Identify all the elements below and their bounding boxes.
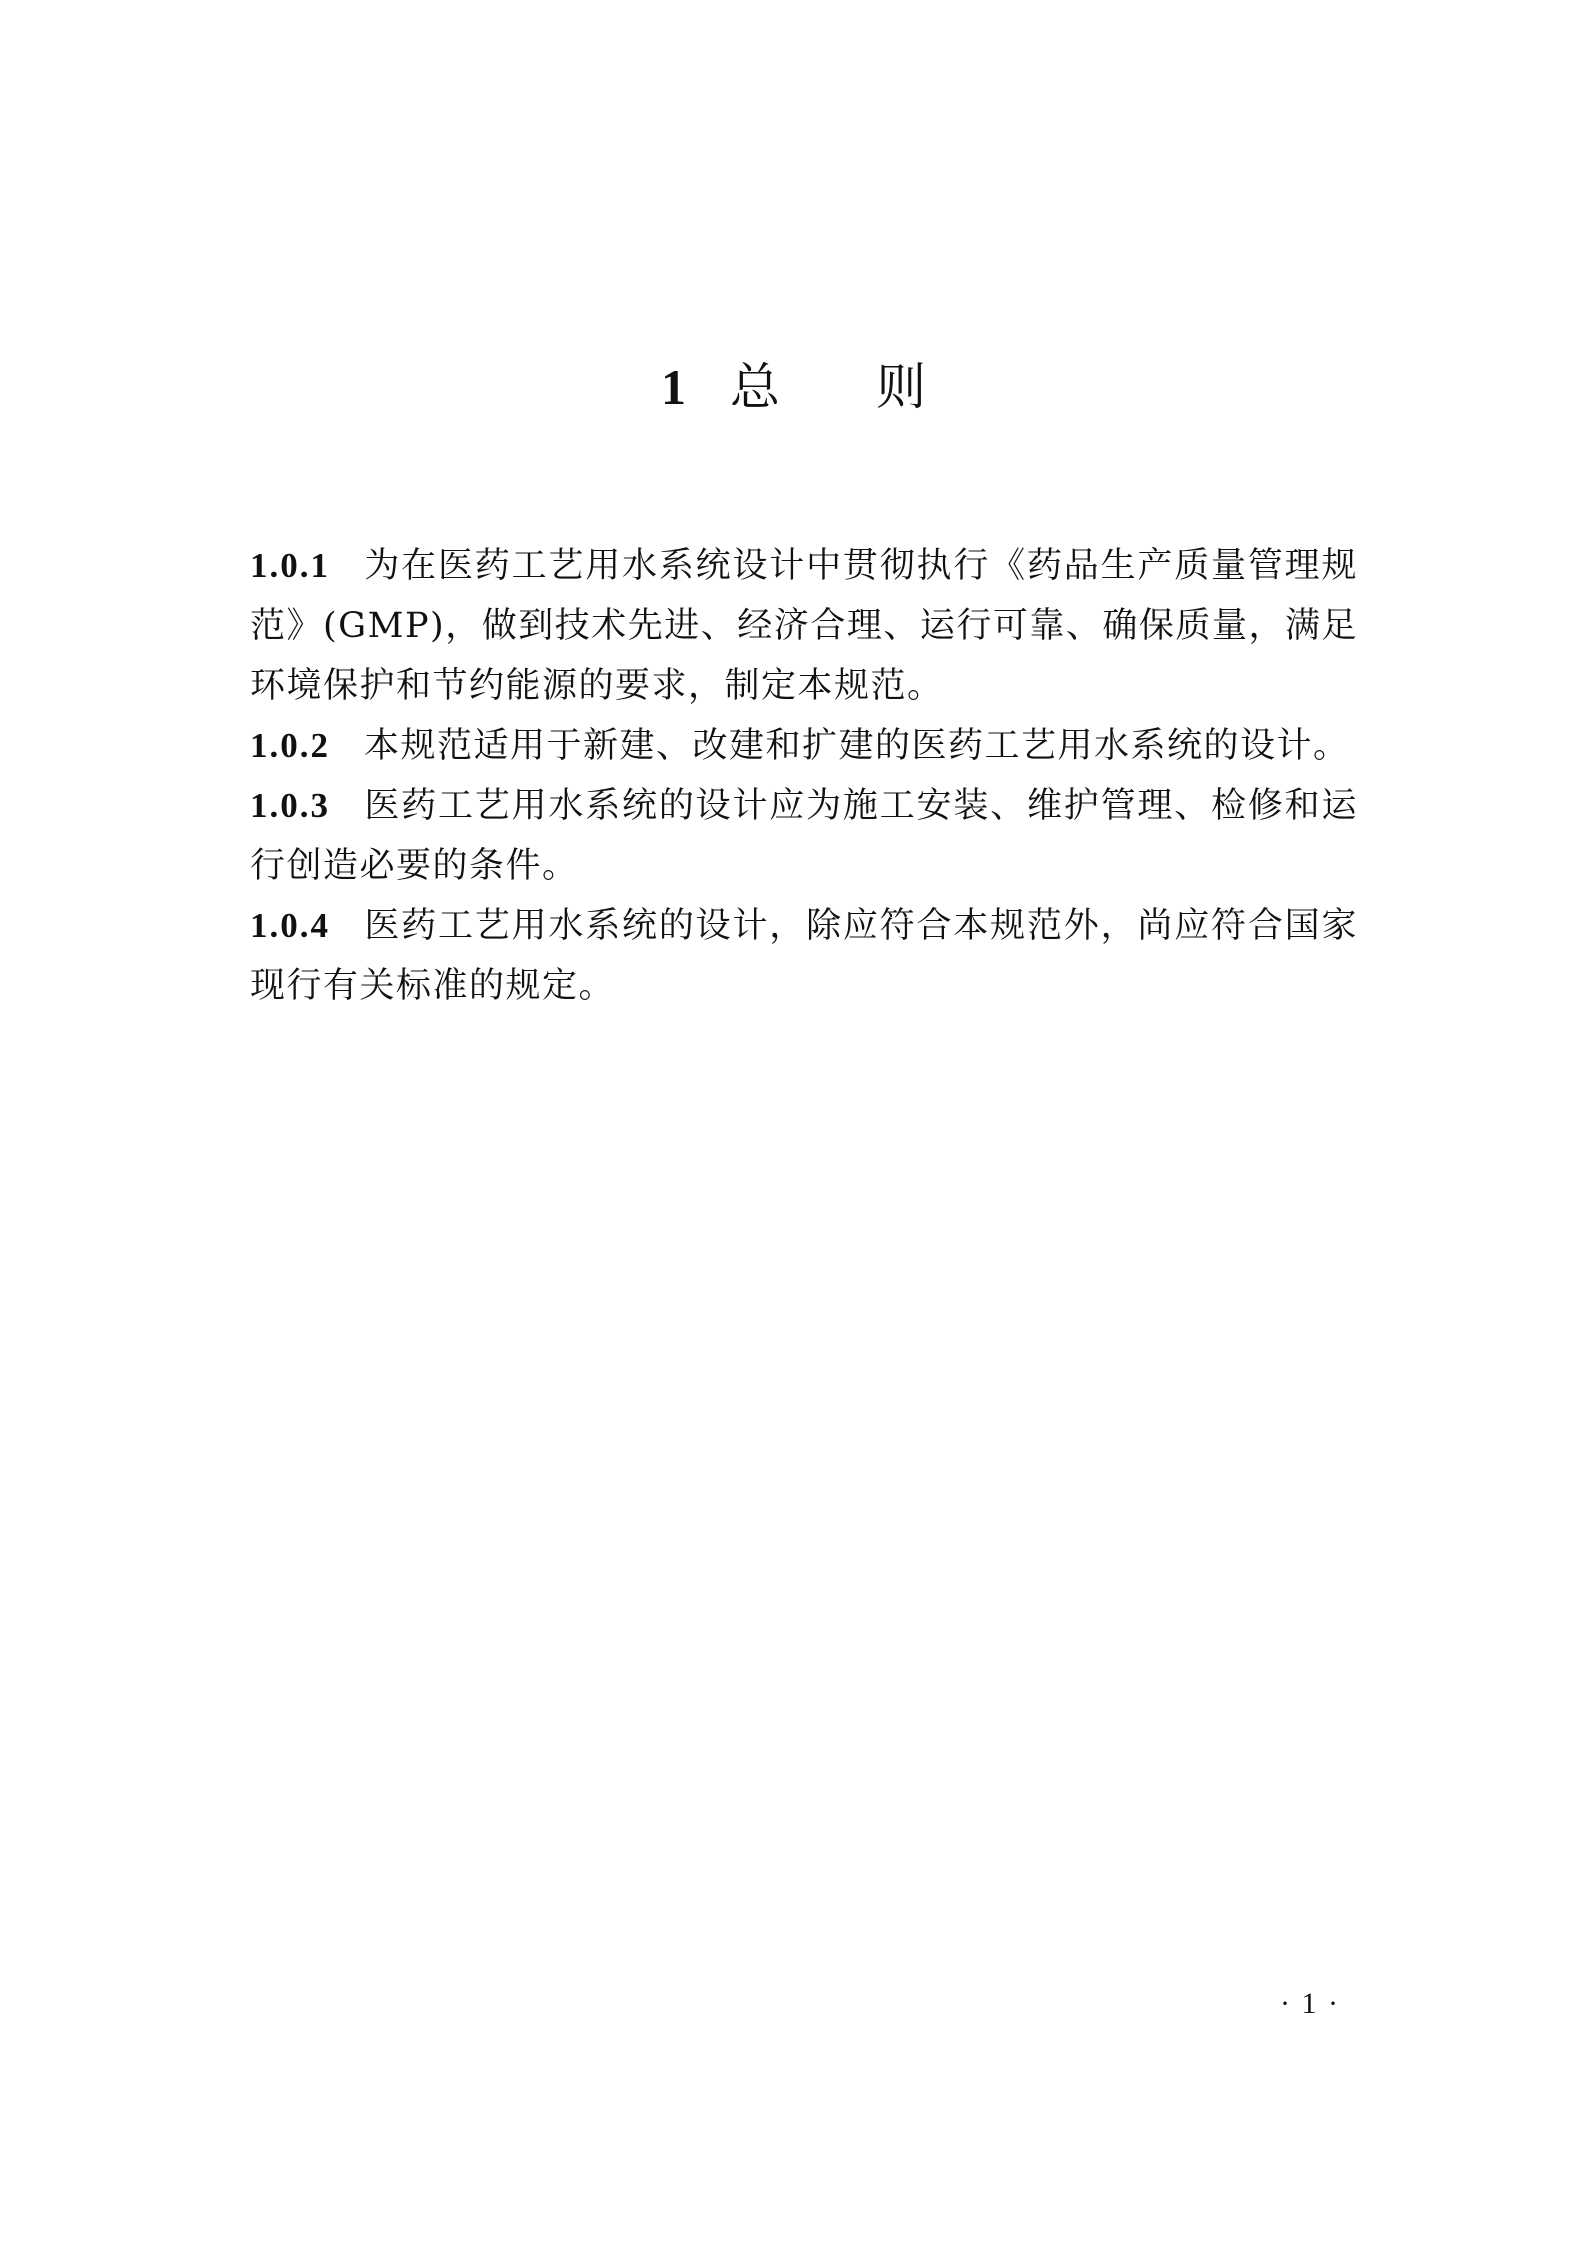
chapter-title-part2: 则 xyxy=(876,358,926,416)
clause-list xyxy=(250,536,1358,1016)
clause-number: 1.0.2 xyxy=(250,726,330,765)
clause-number: 1.0.4 xyxy=(250,906,330,945)
clause-text: 医药工艺用水系统的设计应为施工安装、维护管理、检修和运行创造必要的条件。 xyxy=(250,786,1358,886)
clause-text: 医药工艺用水系统的设计，除应符合本规范外，尚应符合国家现行有关标准的规定。 xyxy=(250,906,1358,1006)
clause-text: 本规范适用于新建、改建和扩建的医药工艺用水系统的设计。 xyxy=(364,726,1350,766)
page-number: · 1 · xyxy=(1280,1987,1340,2020)
chapter-number: 1 xyxy=(661,359,686,415)
clause-number: 1.0.1 xyxy=(250,546,330,585)
clause-1-0-4 xyxy=(250,896,1358,1016)
clause-number: 1.0.3 xyxy=(250,786,330,825)
chapter-title xyxy=(0,352,1587,422)
clause-1-0-1 xyxy=(250,536,1358,716)
clause-1-0-2 xyxy=(250,716,1358,776)
clause-text: 为在医药工艺用水系统设计中贯彻执行《药品生产质量管理规范》(GMP)，做到技术先进、经济合理、运行可靠、确保质量，满足环境保护和节约能源的要求，制定本规范。 xyxy=(250,546,1358,706)
chapter-title-part1: 总 xyxy=(730,358,780,416)
clause-1-0-3 xyxy=(250,776,1358,896)
